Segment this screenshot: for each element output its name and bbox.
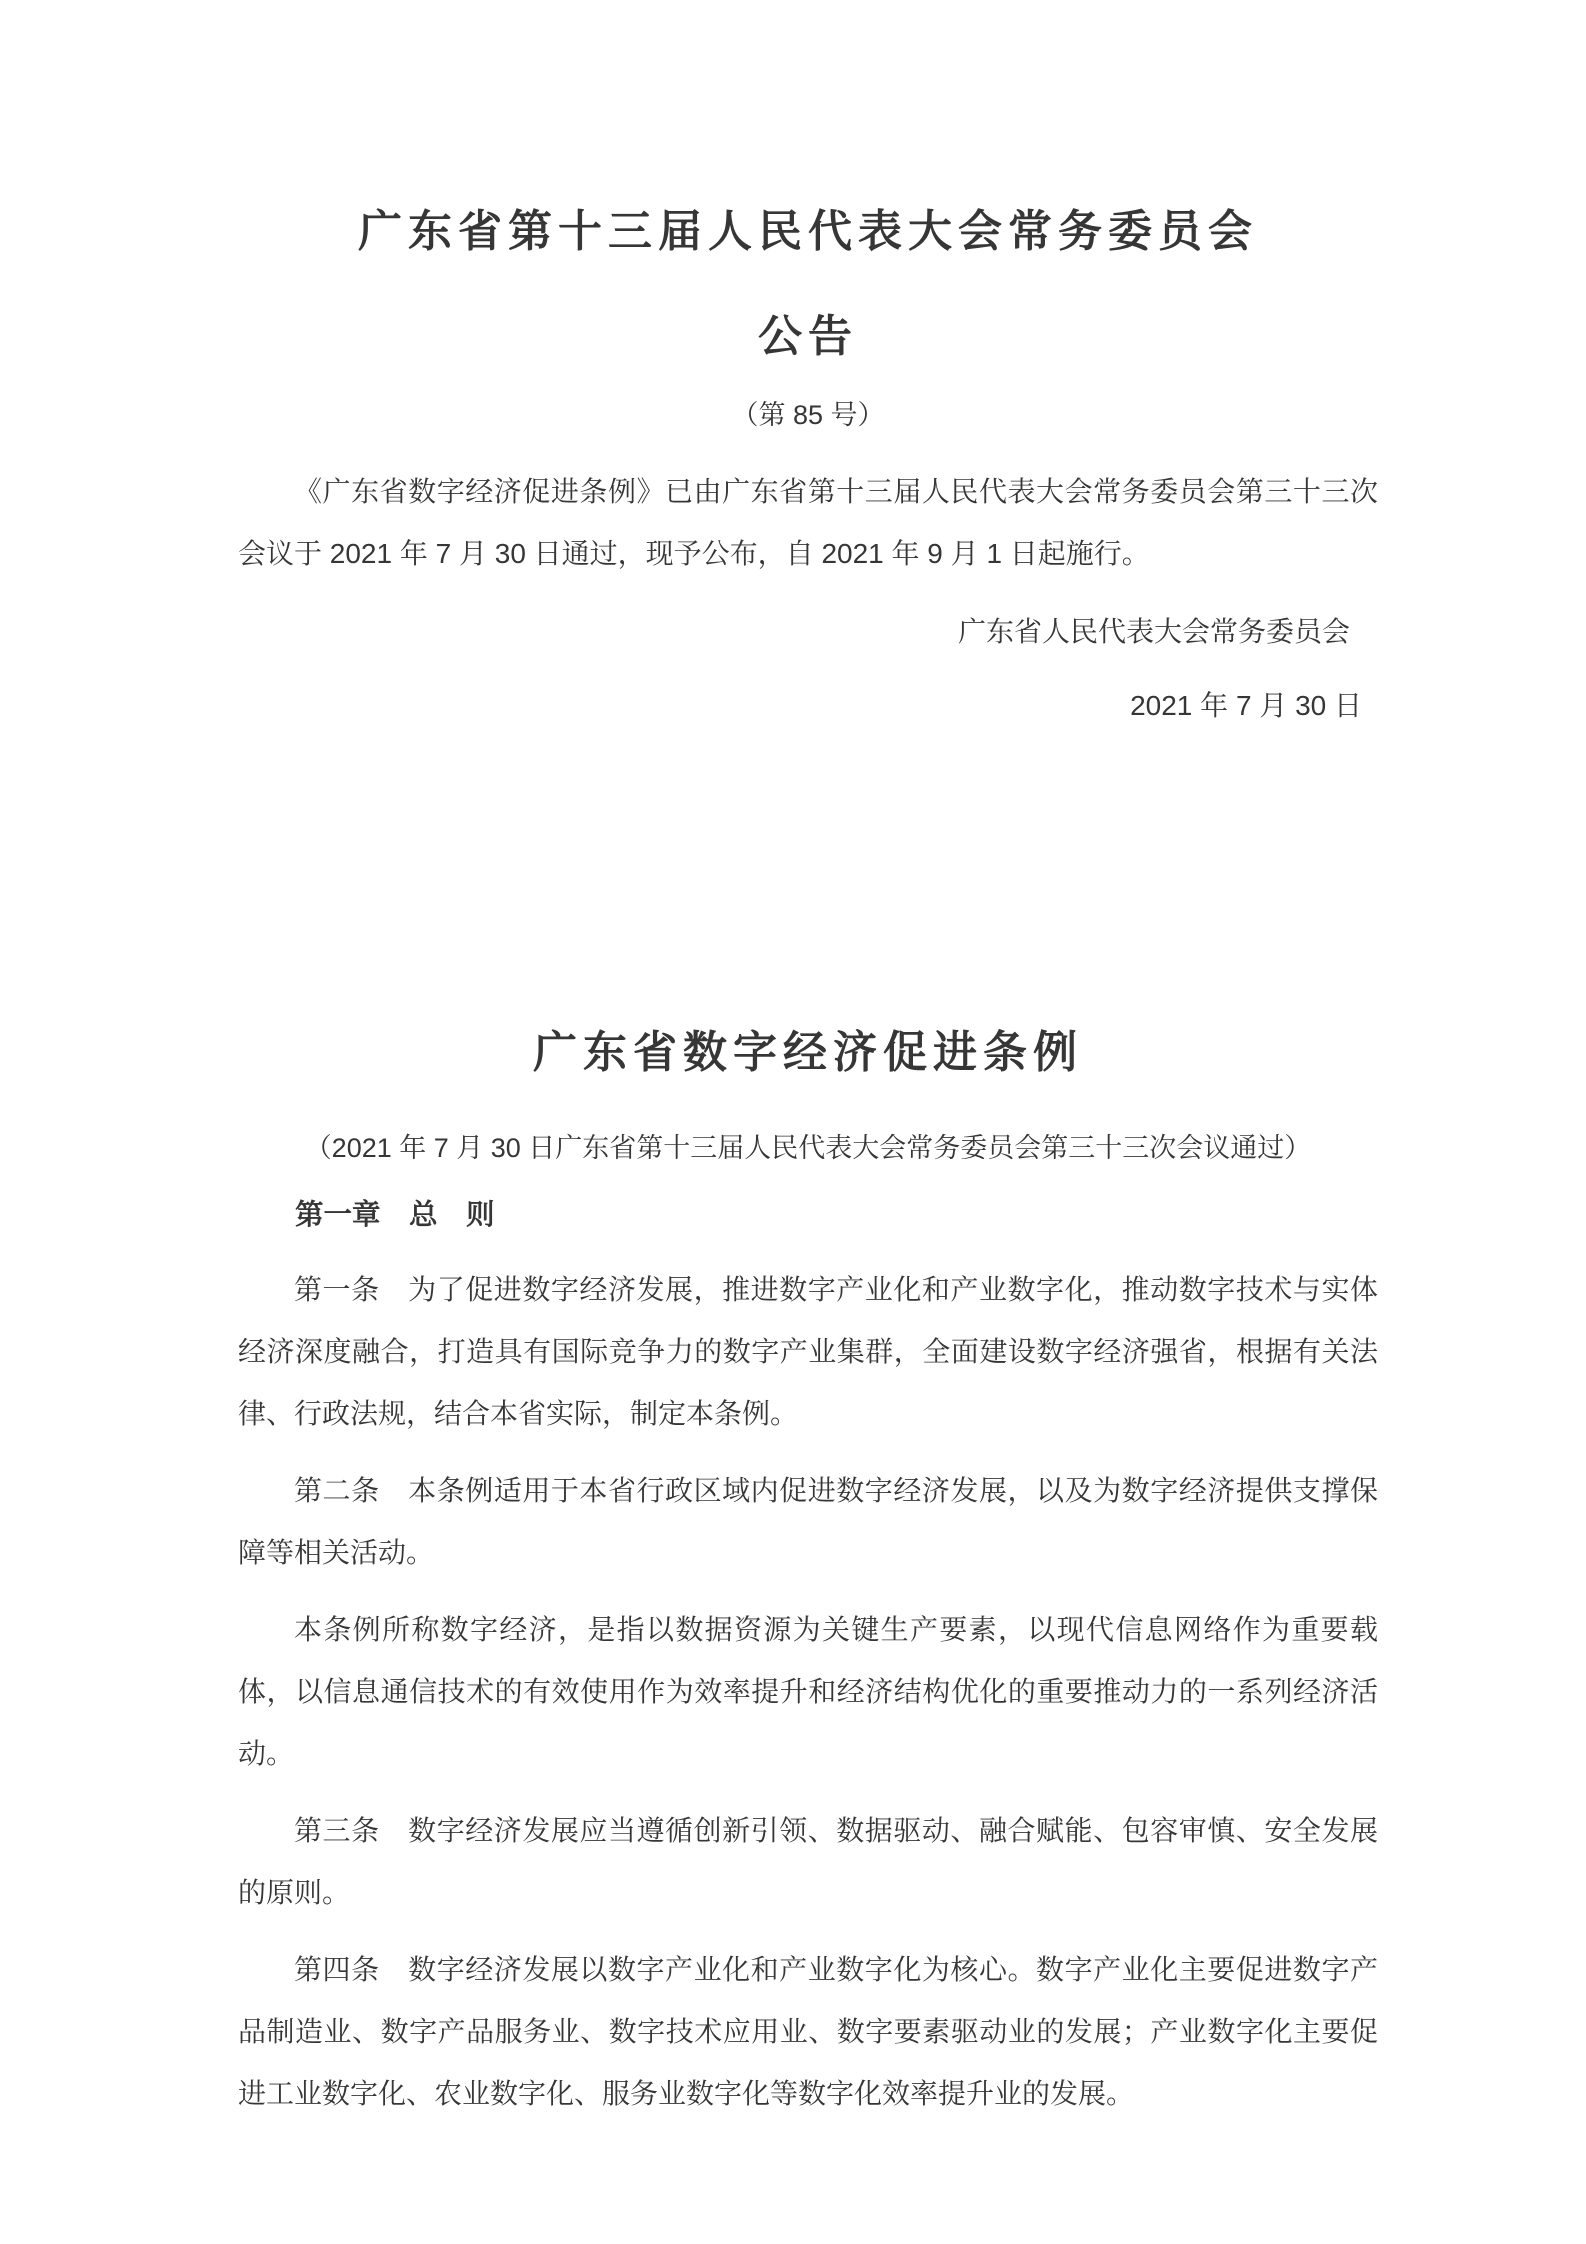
announcement-signature: 广东省人民代表大会常务委员会 <box>957 616 1350 647</box>
announcement-date: 2021 年 7 月 30 日 <box>1130 690 1362 721</box>
articles-block <box>238 1259 1378 2125</box>
announcement-section <box>238 206 1378 737</box>
article-paragraph: 本条例所称数字经济，是指以数据资源为关键生产要素，以现代信息网络作为重要载体，以信息通信技术的有效使用作为效率提升和经济结构优化的重要推动力的一系列经济活动。 <box>238 1614 1378 1769</box>
article-paragraph: 第一条 为了促进数字经济发展，推进数字产业化和产业数字化，推动数字技术与实体经济深度融合，打造具有国际竞争力的数字产业集群，全面建设数字经济强省，根据有关法律、行政法规，结合本省实际，制定本条例。 <box>238 1274 1378 1429</box>
article-paragraph: 第三条 数字经济发展应当遵循创新引领、数据驱动、融合赋能、包容审慎、安全发展的原则。 <box>238 1815 1378 1908</box>
chapter-heading: 第一章 总 则 <box>295 1199 495 1231</box>
regulation-subtitle: （2021 年 7 月 30 日广东省第十三届人民代表大会常务委员会第三十三次会议通过） <box>304 1133 1312 1163</box>
article-paragraph: 第二条 本条例适用于本省行政区域内促进数字经济发展，以及为数字经济提供支撑保障等相关活动。 <box>238 1475 1378 1568</box>
announcement-title-line2: 公告 <box>758 312 858 361</box>
announcement-body-paragraph: 《广东省数字经济促进条例》已由广东省第十三届人民代表大会常务委员会第三十三次会议于 2021 年 7 月 30 日通过，现予公布，自 2021 年 9 月 1 日起施行。 <box>238 476 1378 569</box>
announcement-title-line1: 广东省第十三届人民代表大会常务委员会 <box>358 207 1258 256</box>
regulation-title: 广东省数字经济促进条例 <box>533 1028 1083 1077</box>
regulation-section <box>238 1027 1378 2125</box>
article-paragraph: 第四条 数字经济发展以数字产业化和产业数字化为核心。数字产业化主要促进数字产品制造业、数字产品服务业、数字技术应用业、数字要素驱动业的发展；产业数字化主要促进工业数字化、农业数字化、服务业数字化等数字化效率提升业的发展。 <box>238 1954 1378 2109</box>
announcement-doc-number: （第 85 号） <box>731 400 885 430</box>
